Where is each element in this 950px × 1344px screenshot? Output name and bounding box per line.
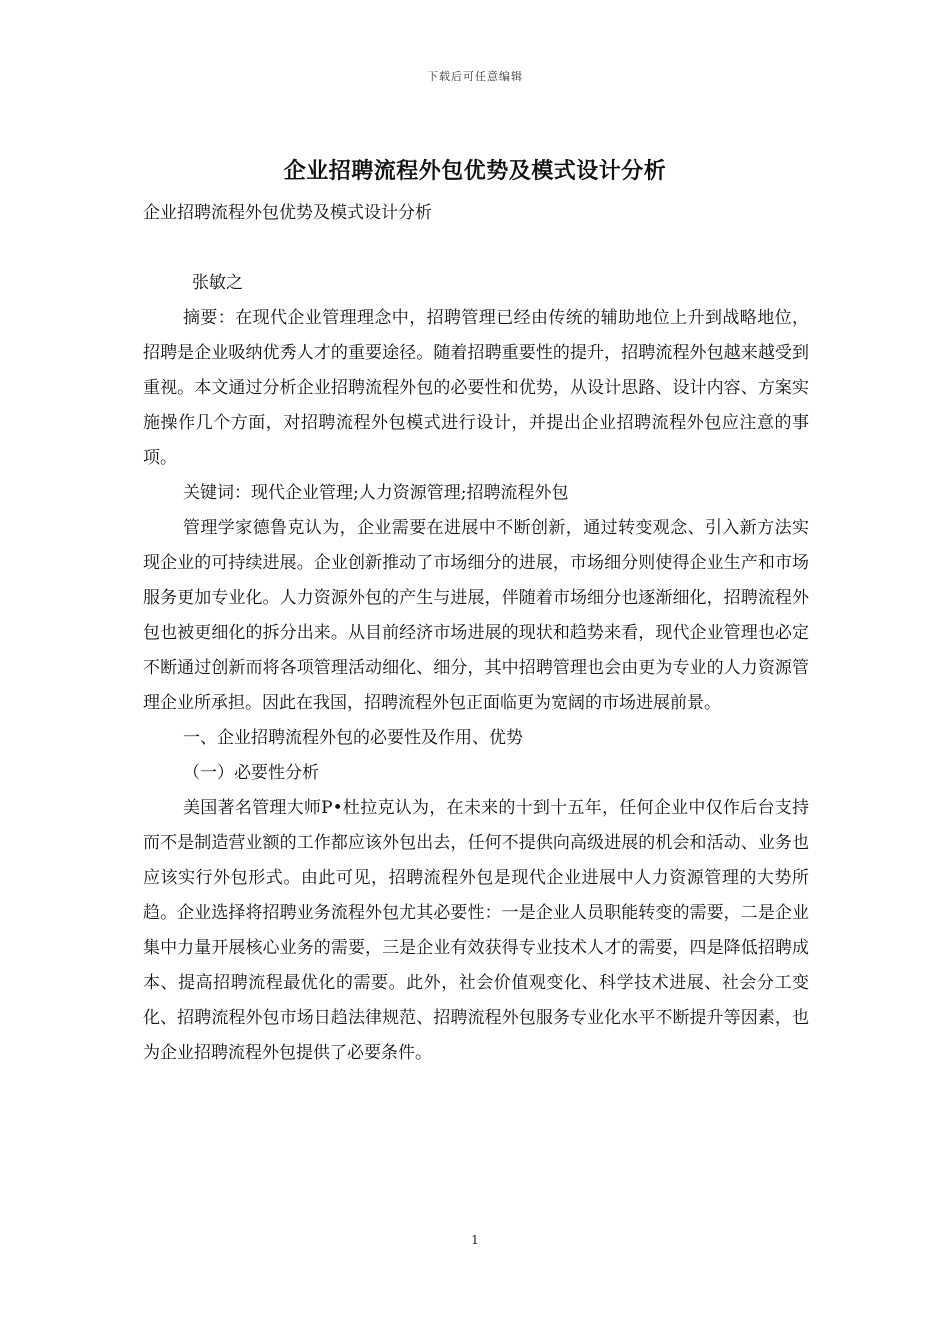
author-name: 张敏之 (192, 273, 243, 293)
page-number: 1 (471, 1233, 479, 1247)
document-title: 企业招聘流程外包优势及模式设计分析 (283, 158, 667, 184)
subsection-heading: （一）必要性分析 (183, 763, 319, 783)
abstract-paragraph: 摘要：在现代企业管理理念中，招聘管理已经由传统的辅助地位上升到战略地位，招聘是企业吸纳优秀人才的重要途径。随着招聘重要性的提升，招聘流程外包越来越受到重视。本文通过分析企业招聘流程外包的必要性和优势，从设计思路、设计内容、方案实施操作几个方面，对招聘流程外包模式进行设计，并提出企业招聘流程外包应注意的事项。 (143, 308, 809, 468)
subsection-paragraph: 美国著名管理大师P•杜拉克认为，在未来的十到十五年，任何企业中仅作后台支持而不是制造营业额的工作都应该外包出去，任何不提供向高级进展的机会和活动、业务也应该实行外包形式。由此可见，招聘流程外包是现代企业进展中人力资源管理的大势所趋。企业选择将招聘业务流程外包尤其必要性：一是企业人员职能转变的需要，二是企业集中力量开展核心业务的需要，三是企业有效获得专业技术人才的需要，四是降低招聘成本、提高招聘流程最优化的需要。此外，社会价值观变化、科学技术进展、社会分工变化、招聘流程外包市场日趋法律规范、招聘流程外包服务专业化水平不断提升等因素，也为企业招聘流程外包提供了必要条件。 (143, 798, 809, 1063)
document-subtitle: 企业招聘流程外包优势及模式设计分析 (143, 203, 432, 223)
keywords-line: 关键词：现代企业管理;人力资源管理;招聘流程外包 (183, 483, 569, 503)
section-heading: 一、企业招聘流程外包的必要性及作用、优势 (183, 728, 523, 748)
intro-paragraph: 管理学家德鲁克认为，企业需要在进展中不断创新，通过转变观念、引入新方法实现企业的可持续进展。企业创新推动了市场细分的进展，市场细分则使得企业生产和市场服务更加专业化。人力资源外包的产生与进展，伴随着市场细分也逐渐细化，招聘流程外包也被更细化的拆分出来。从目前经济市场进展的现状和趋势来看，现代企业管理也必定不断通过创新而将各项管理活动细化、细分，其中招聘管理也会由更为专业的人力资源管理企业所承担。因此在我国，招聘流程外包正面临更为宽阔的市场进展前景。 (143, 518, 809, 713)
header-note: 下载后可任意编辑 (427, 70, 523, 83)
document-body (143, 196, 809, 1071)
